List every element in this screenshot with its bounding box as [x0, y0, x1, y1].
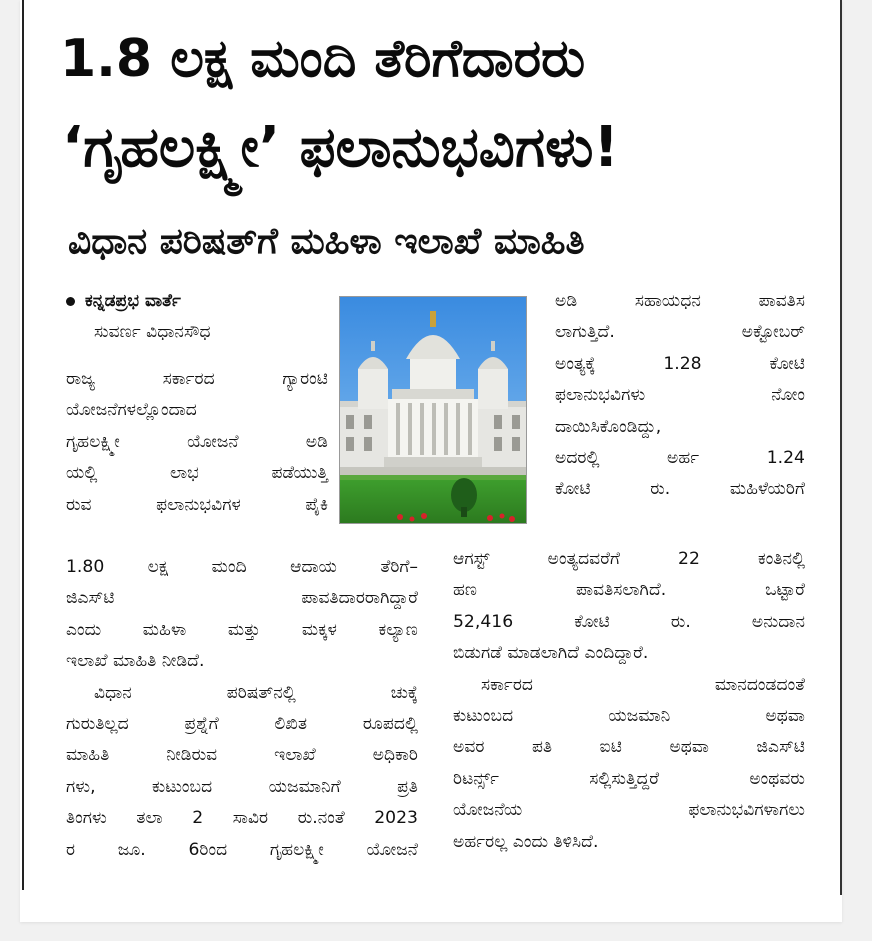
text-line: ಯೋಜನೆಯ ಫಲಾನುಭವಿಗಳಾಗಲು	[453, 800, 805, 821]
right-column-wide	[453, 544, 805, 858]
text-line: ಯೋಜನೆಗಳಲ್ಲೊಂದಾದ	[66, 400, 197, 421]
text-line: ರಾಜ್ಯ ಸರ್ಕಾರದ ಗ್ಯಾರಂಟಿ	[66, 369, 328, 389]
left-column-wide	[66, 552, 418, 866]
text-line: ಗಳು, ಕುಟುಂಬದ ಯಜಮಾನಿಗೆ ಪ್ರತಿ	[66, 776, 418, 797]
text-line: ಕುಟುಂಬದ ಯಜಮಾನಿ ಅಥವಾ	[453, 705, 805, 726]
text-line: ಅವರ ಪತಿ ಐಟಿ ಅಥವಾ ಜಿಎಸ್‌ಟಿ	[453, 737, 805, 758]
text-line: ಸರ್ಕಾರದ ಮಾನದಂಡದಂತೆ	[481, 674, 805, 695]
text-line: ಅಂತ್ಯಕ್ಕೆ 1.28 ಕೋಟಿ	[555, 353, 805, 374]
text-line: 1.80 ಲಕ್ಷ ಮಂದಿ ಆದಾಯ ತೆರಿಗೆ–	[66, 557, 418, 577]
byline-source-line	[66, 286, 328, 317]
text-line: ದಾಯಿಸಿಕೊಂಡಿದ್ದು,	[555, 416, 662, 437]
text-line: ವಿಧಾನ ಪರಿಷತ್‌ನಲ್ಲಿ ಚುಕ್ಕೆ	[94, 682, 418, 703]
column-rule-left	[22, 0, 24, 890]
text-line: ಕೋಟಿ ರು. ಮಹಿಳೆಯರಿಗೆ	[555, 479, 805, 500]
text-line: ಜಿಎಸ್‌ಟಿ ಪಾವತಿದಾರರಾಗಿದ್ದಾರೆ	[66, 588, 418, 609]
vidhana-soudha-illustration	[340, 297, 526, 523]
text-line: ಅಡಿ ಸಹಾಯಧನ ಪಾವತಿಸ	[555, 291, 805, 311]
text-line: ಅರ್ಹರಲ್ಲ ಎಂದು ತಿಳಿಸಿದೆ.	[453, 831, 599, 852]
text-line: ಗುರುತಿಲ್ಲದ ಪ್ರಶ್ನೆಗೆ ಲಿಖಿತ ರೂಪದಲ್ಲಿ	[66, 713, 418, 734]
bullet-icon	[66, 297, 75, 306]
text-line: ರ ಜೂ. 6ರಿಂದ ಗೃಹಲಕ್ಷ್ಮೀ ಯೋಜನೆ	[66, 839, 418, 860]
byline-block	[66, 286, 328, 349]
text-line: ಲಾಗುತ್ತಿದೆ. ಅಕ್ಟೋಬರ್	[555, 322, 805, 343]
text-line: ಫಲಾನುಭವಿಗಳು ನೋಂ	[555, 385, 805, 406]
text-line: ಮಾಹಿತಿ ನೀಡಿರುವ ಇಲಾಖೆ ಅಧಿಕಾರಿ	[66, 745, 418, 766]
column-rule-right	[840, 0, 842, 895]
building-photo	[339, 296, 527, 524]
byline-place: ಸುವರ್ಣ ವಿಧಾನಸೌಧ	[94, 322, 211, 343]
right-column-narrow	[555, 286, 805, 506]
text-line: ಹಣ ಪಾವತಿಸಲಾಗಿದೆ. ಒಟ್ಟಾರೆ	[453, 580, 805, 601]
text-line: ಎಂದು ಮಹಿಳಾ ಮತ್ತು ಮಕ್ಕಳ ಕಲ್ಯಾಣ	[66, 619, 418, 640]
headline-line-2: ‘ಗೃಹಲಕ್ಷ್ಮೀ’ ಫಲಾನುಭವಿಗಳು!	[62, 115, 619, 180]
subheadline: ವಿಧಾನ ಪರಿಷತ್‌ಗೆ ಮಹಿಳಾ ಇಲಾಖೆ ಮಾಹಿತಿ	[68, 221, 585, 262]
byline-source: ಕನ್ನಡಪ್ರಭ ವಾರ್ತೆ	[85, 291, 181, 311]
text-line: ಬಿಡುಗಡೆ ಮಾಡಲಾಗಿದೆ ಎಂದಿದ್ದಾರೆ.	[453, 643, 649, 664]
text-line: ಇಲಾಖೆ ಮಾಹಿತಿ ನೀಡಿದೆ.	[66, 651, 205, 672]
text-line: ಆಗಸ್ಟ್ ಅಂತ್ಯದವರೆಗೆ 22 ಕಂತಿನಲ್ಲಿ	[453, 549, 805, 569]
text-line: ಅದರಲ್ಲಿ ಅರ್ಹ 1.24	[555, 447, 805, 468]
text-line: ರುವ ಫಲಾನುಭವಿಗಳ ಪೈಕಿ	[66, 494, 328, 515]
text-line: 52,416 ಕೋಟಿ ರು. ಅನುದಾನ	[453, 611, 805, 632]
text-line: ರಿಟರ್ನ್ಸ್ ಸಲ್ಲಿಸುತ್ತಿದ್ದರೆ ಅಂಥವರು	[453, 768, 805, 789]
text-line: ತಿಂಗಳು ತಲಾ 2 ಸಾವಿರ ರು.ನಂತೆ 2023	[66, 808, 418, 829]
text-line: ಯಲ್ಲಿ ಲಾಭ ಪಡೆಯುತ್ತಿ	[66, 463, 328, 484]
text-line: ಗೃಹಲಕ್ಷ್ಮೀ ಯೋಜನೆ ಅಡಿ	[66, 431, 328, 452]
left-column-narrow	[66, 364, 328, 521]
headline-line-1: 1.8 ಲಕ್ಷ ಮಂದಿ ತೆರಿಗೆದಾರರು	[60, 29, 586, 89]
